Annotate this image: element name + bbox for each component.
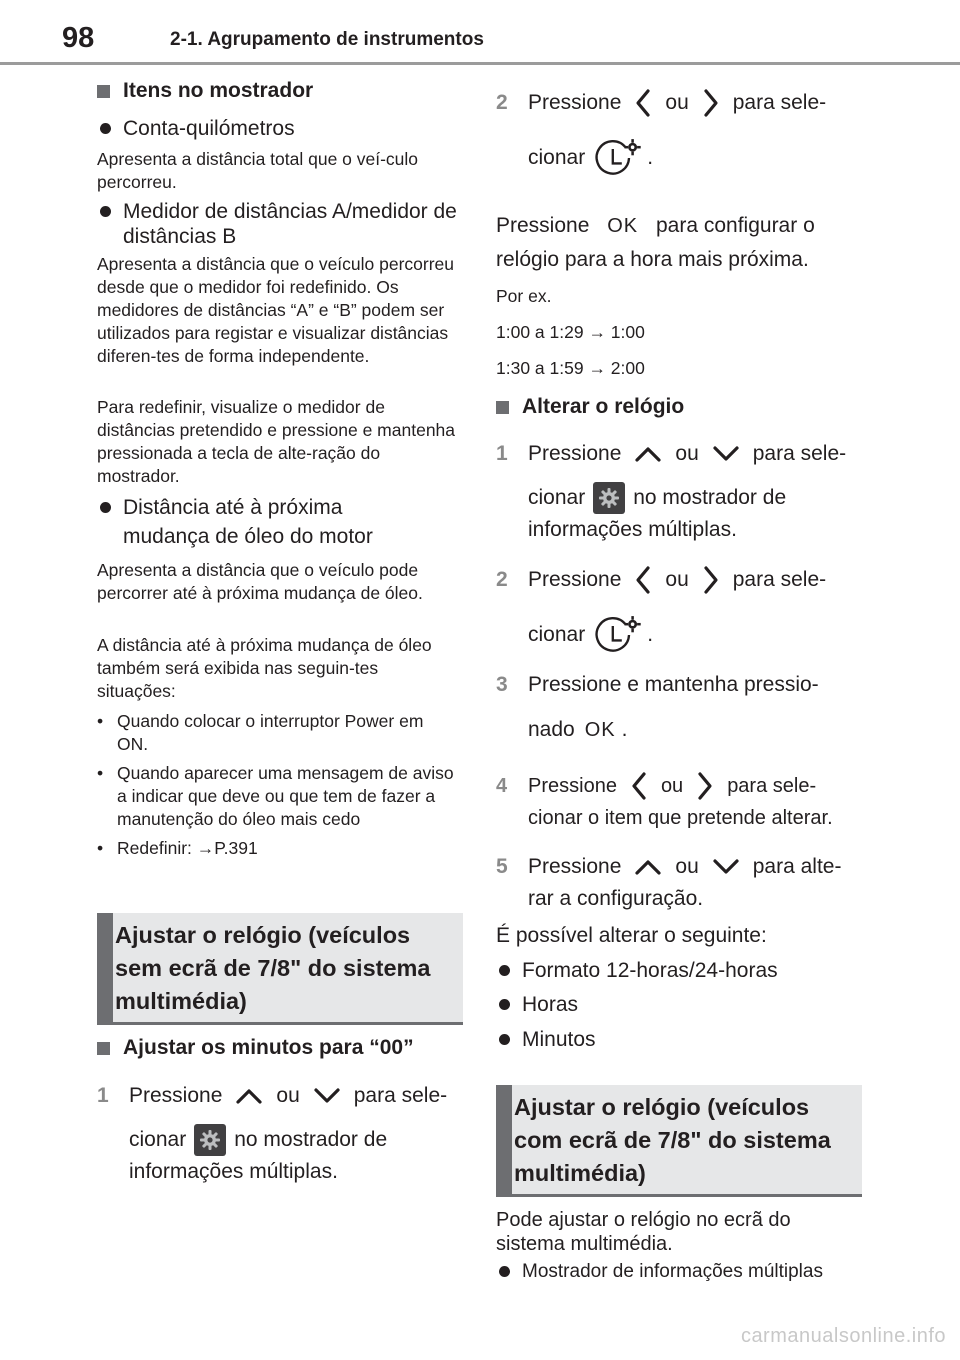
step-number: 1 bbox=[97, 1084, 109, 1107]
change-step-3-line-2: nado OK . bbox=[528, 715, 627, 745]
list-item: • Quando aparecer uma mensagem de aviso a indicar que deve ou que tem de fazer a manutenção do óleo mais cedo bbox=[97, 763, 454, 829]
change-step-4-line-2: cionar o item que pretende alterar. bbox=[528, 807, 833, 829]
oil-description: Apresenta a distância que o veículo pode percorrer até à próxima mudança de óleo. bbox=[97, 560, 423, 603]
ok-button-label: OK bbox=[584, 719, 616, 741]
square-bullet-icon bbox=[97, 1042, 110, 1055]
change-step-5-line-1: 5 Pressione ou para alte- bbox=[496, 852, 841, 882]
chevron-left-icon bbox=[633, 88, 653, 118]
section-box-with-multimedia: Ajustar o relógio (veículos com ecrã de 7/8" do sistema multimédia) bbox=[496, 1085, 862, 1197]
example-label: Por ex. bbox=[496, 286, 552, 306]
change-step-1-line-3: informações múltiplas. bbox=[528, 518, 737, 541]
bullet-odometer: Conta-quilómetros bbox=[97, 116, 467, 141]
example-line-2: 1:30 a 1:59 → 2:00 bbox=[496, 358, 645, 378]
section-heading-adjust-minutes: Ajustar os minutos para “00” bbox=[97, 1036, 414, 1060]
chevron-left-icon bbox=[629, 771, 649, 801]
gear-icon bbox=[593, 482, 625, 514]
oil-description-2: A distância até à próxima mudança de óleo também será exibida nas seguin-tes situações: bbox=[97, 635, 432, 701]
chevron-right-icon bbox=[701, 88, 721, 118]
step-1-line-3: informações múltiplas. bbox=[129, 1160, 338, 1183]
bullet-dot-icon bbox=[100, 206, 111, 217]
trip-reset-description: Para redefinir, visualize o medidor de distâncias pretendido e pressione e mantenha pressionada a tecla de alte-ração do mostrador. bbox=[97, 397, 456, 486]
header-rule bbox=[0, 62, 960, 65]
clock-settings-icon bbox=[593, 136, 647, 180]
step-number: 3 bbox=[496, 673, 508, 696]
section-box-no-multimedia: Ajustar o relógio (veículos sem ecrã de 7/8" do sistema multimédia) bbox=[97, 913, 463, 1025]
chevron-down-icon bbox=[711, 857, 741, 877]
chevron-right-icon bbox=[695, 771, 715, 801]
step-number: 2 bbox=[496, 91, 508, 114]
square-bullet-icon bbox=[97, 85, 110, 98]
change-step-5-line-2: rar a configuração. bbox=[528, 887, 704, 910]
chevron-right-icon bbox=[701, 565, 721, 595]
clock-settings-icon bbox=[593, 613, 647, 657]
square-bullet-icon bbox=[496, 401, 509, 414]
change-step-1-line-1: 1 Pressione ou para sele- bbox=[496, 439, 846, 469]
trip-description: Apresenta a distância que o veículo percorreu desde que o medidor foi redefinido. Os medidores de distâncias “A” e “B” podem ser utilizados para registar e visualizar distâncias diferen-tes de forma independente. bbox=[97, 254, 455, 366]
change-step-1-line-2: cionar no mostrador de bbox=[528, 482, 786, 514]
press-ok-line-1: Pressione OK para configurar o bbox=[496, 214, 815, 237]
change-step-2-line-1: 2 Pressione ou para sele- bbox=[496, 565, 826, 595]
step-1-line-2: cionar no mostrador de bbox=[129, 1124, 387, 1156]
odometer-description: Apresenta a distância total que o veí-culo percorreu. bbox=[97, 149, 419, 192]
chevron-up-icon bbox=[633, 444, 663, 464]
example-line-1: 1:00 a 1:29 → 1:00 bbox=[496, 322, 645, 342]
step-number: 5 bbox=[496, 855, 508, 878]
change-step-3-line-1: 3 Pressione e mantenha pressio- bbox=[496, 670, 819, 700]
ok-button-label: OK bbox=[607, 215, 639, 237]
page-number: 98 bbox=[62, 22, 95, 54]
change-step-4-line-1: 4 Pressione ou para sele- bbox=[496, 771, 816, 801]
section-heading-change-clock: Alterar o relógio bbox=[496, 395, 684, 419]
step-2-line-1: 2 Pressione ou para sele- bbox=[496, 88, 826, 118]
possible-changes-intro: É possível alterar o seguinte: bbox=[496, 924, 767, 947]
multimedia-description: Pode ajustar o relógio no ecrã do sistema multimédia. bbox=[496, 1209, 791, 1255]
gear-icon bbox=[194, 1124, 226, 1156]
bullet-dot-icon bbox=[100, 502, 111, 513]
list-item: • Quando colocar o interruptor Power em ON. bbox=[97, 711, 424, 754]
watermark: carmanualsonline.info bbox=[740, 1325, 946, 1347]
chapter-title: 2-1. Agrupamento de instrumentos bbox=[170, 29, 484, 50]
bullet-oil-change: Distância até à próxima mudança de óleo do motor bbox=[97, 493, 467, 551]
change-step-2-line-2: cionar . bbox=[528, 611, 653, 659]
option-hours: Horas bbox=[496, 992, 578, 1017]
bullet-dot-icon bbox=[499, 1034, 510, 1045]
bullet-dot-icon bbox=[499, 1266, 510, 1277]
section-heading-display-items: Itens no mostrador bbox=[97, 79, 313, 103]
step-number: 2 bbox=[496, 568, 508, 591]
bullet-dot-icon bbox=[499, 999, 510, 1010]
chevron-up-icon bbox=[234, 1086, 264, 1106]
option-format: Formato 12-horas/24-horas bbox=[496, 958, 778, 983]
bullet-dot-icon bbox=[100, 123, 111, 134]
chevron-down-icon bbox=[711, 444, 741, 464]
step-1-line-1: 1 Pressione ou para sele- bbox=[97, 1081, 447, 1111]
oil-situations-list bbox=[97, 710, 459, 866]
chevron-down-icon bbox=[312, 1086, 342, 1106]
bullet-trip-meter: Medidor de distâncias A/medidor de distâncias B bbox=[97, 199, 467, 249]
step-2-line-2: cionar . bbox=[528, 134, 653, 182]
press-ok-line-2: relógio para a hora mais próxima. bbox=[496, 248, 809, 271]
step-number: 4 bbox=[496, 775, 508, 797]
option-minutes: Minutos bbox=[496, 1027, 596, 1052]
chevron-up-icon bbox=[633, 857, 663, 877]
page-header bbox=[0, 0, 960, 66]
chevron-left-icon bbox=[633, 565, 653, 595]
step-number: 1 bbox=[496, 442, 508, 465]
list-item: • Redefinir: →P.391 bbox=[97, 838, 258, 858]
bullet-dot-icon bbox=[499, 965, 510, 976]
bullet-multi-info-display: Mostrador de informações múltiplas bbox=[496, 1259, 823, 1284]
